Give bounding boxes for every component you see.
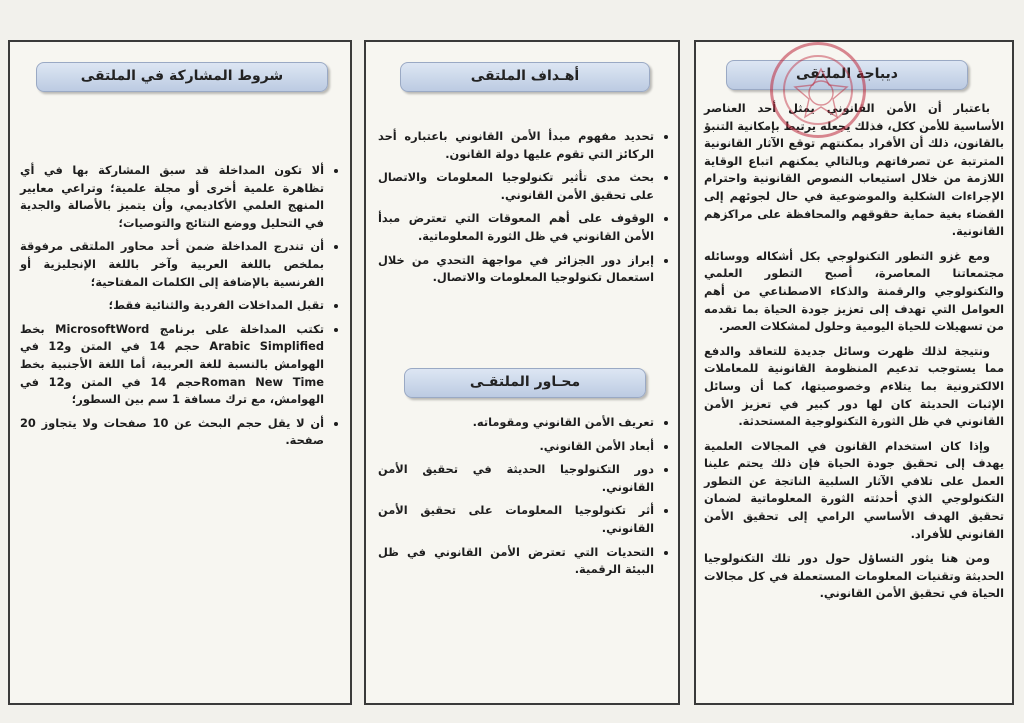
- intro-paragraph: ومن هنا يثور التساؤل حول دور تلك التكنولوجيا الحديثة وتقنيات المعلومات المستعملة في كل مجالات الحياة في تحقيق الأمن القانوني.: [704, 551, 1004, 601]
- axes-header: محـاور الملتقـى: [404, 368, 646, 398]
- intro-paragraph: وإذا كان استخدام القانون في المجالات العلمية يهدف إلى تحقيق جودة الحياة فإن ذلك يحتم علينا العمل على تلافي الآثار السلبية الناتجة عن التطور التكنولوجي الذي أحدثته الثورة المعلوماتية لضمان تحقيق الهدف الأساسي الرامي إلى تحقيق الأمن القانوني للأفراد.: [704, 438, 1004, 541]
- objectives-header: أهـداف الملتقى: [400, 62, 650, 92]
- intro-paragraph: باعتبار أن الأمن القانوني يمثل أحد العناصر الأساسية للأمن ككل، فذلك يجعله يرتبط بإمكانية التنبؤ بالقانون، ذلك أن الأفراد بمكنتهم توقع الآثار القانونية المترتبة عن تصرفاتهم وبالتالي يمكنهم اتباع الوقاية اللازمة من خلال استيعاب النصوص القانونية واحترام الإجراءات الشكلية والموضوعية في حال لجوئهم إلى القضاء بغية حماية حقوقهم والمحافظة على مراكزهم القانونية.: [704, 101, 1004, 239]
- list-item: • دور التكنولوجيا الحديثة في تحقيق الأمن القانوني.: [378, 461, 654, 496]
- list-item: • تعريف الأمن القانوني ومقوماته.: [378, 414, 654, 432]
- list-item: • ألا تكون المداخلة قد سبق المشاركة بها في أي تظاهرة علمية أخرى أو مجلة علمية؛ وتراعي معايير المنهج العلمي الأكاديمي، وأن يتميز بالأصالة والجدية في التحليل ووضع النتائج والتوصيات؛: [20, 162, 324, 232]
- axes-content: [378, 414, 668, 585]
- intro-paragraph: ومع غزو التطور التكنولوجي بكل أشكاله ووسائله مجتمعاتنا المعاصرة، أصبح التطور العلمي والتكنولوجي والرقمنة والذكاء الاصطناعي من أهم العوامل التي تهدف إلى تعزيز جودة الحياة بما تقدمه من تسهيلات للحياة اليومية وحلول لمشكلات العصر.: [704, 248, 1004, 334]
- intro-paragraph: ونتيجة لذلك ظهرت وسائل جديدة للتعاقد والدفع مما يستوجب تدعيم المنظومة القانونية للمعاملات الالكترونية بما يتلاءم وخصوصيتها، كما أن وسائل الإثبات الحديثة كان لها دور كبير في تعزيز الأمن القانوني في ظل الثورة التكنولوجية المستحدثة.: [704, 343, 1004, 429]
- objectives-list: [378, 128, 668, 287]
- list-item: • أبعاد الأمن القانوني.: [378, 438, 654, 456]
- list-item: • الوقوف على أهم المعوقات التي تعترض مبدأ الأمن القانوني في ظل الثورة المعلوماتية.: [378, 210, 654, 245]
- axes-list: [378, 414, 668, 579]
- list-item: • أن لا يقل حجم البحث عن 10 صفحات ولا يتجاوز 20 صفحة.: [20, 415, 324, 450]
- list-item: • تكتب المداخلة على برنامج MicrosoftWord بخط Arabic Simplified حجم 14 في المتن و12 في الهوامش بالنسبة للغة العربية، أما اللغة الأجنبية بخط Roman New Timeحجم 14 في المتن و12 في الهوامش، مع ترك مسافة 1 سم بين السطور؛: [20, 321, 324, 409]
- list-item: • التحديات التي تعترض الأمن القانوني في ظل البيئة الرقمية.: [378, 544, 654, 579]
- conditions-list: [20, 162, 338, 450]
- intro-content: [704, 100, 1004, 610]
- list-item: • أن تندرج المداخلة ضمن أحد محاور الملتقى مرفوقة بملخص باللغة العربية وآخر باللغة الإنجليزية أو الفرنسية بالإضافة إلى الكلمات المفتاحية؛: [20, 238, 324, 291]
- objectives-content: [378, 128, 668, 293]
- intro-header: ديباجة الملتقى: [726, 60, 968, 90]
- list-item: • تحديد مفهوم مبدأ الأمن القانوني باعتباره أحد الركائز التي تقوم عليها دولة القانون.: [378, 128, 654, 163]
- objectives-panel: [364, 40, 680, 705]
- conditions-header: شروط المشاركة في الملتقى: [36, 62, 328, 92]
- list-item: • أثر تكنولوجيا المعلومات على تحقيق الأمن القانوني.: [378, 502, 654, 537]
- conditions-panel: [8, 40, 352, 705]
- conditions-content: [20, 162, 338, 456]
- list-item: • إبراز دور الجزائر في مواجهة التحدي من خلال استعمال تكنولوجيا المعلومات والاتصال.: [378, 252, 654, 287]
- intro-panel: [694, 40, 1014, 705]
- list-item: • بحث مدى تأثير تكنولوجيا المعلومات والاتصال على تحقيق الأمن القانوني.: [378, 169, 654, 204]
- list-item: • تقبل المداخلات الفردية والثنائية فقط؛: [20, 297, 324, 315]
